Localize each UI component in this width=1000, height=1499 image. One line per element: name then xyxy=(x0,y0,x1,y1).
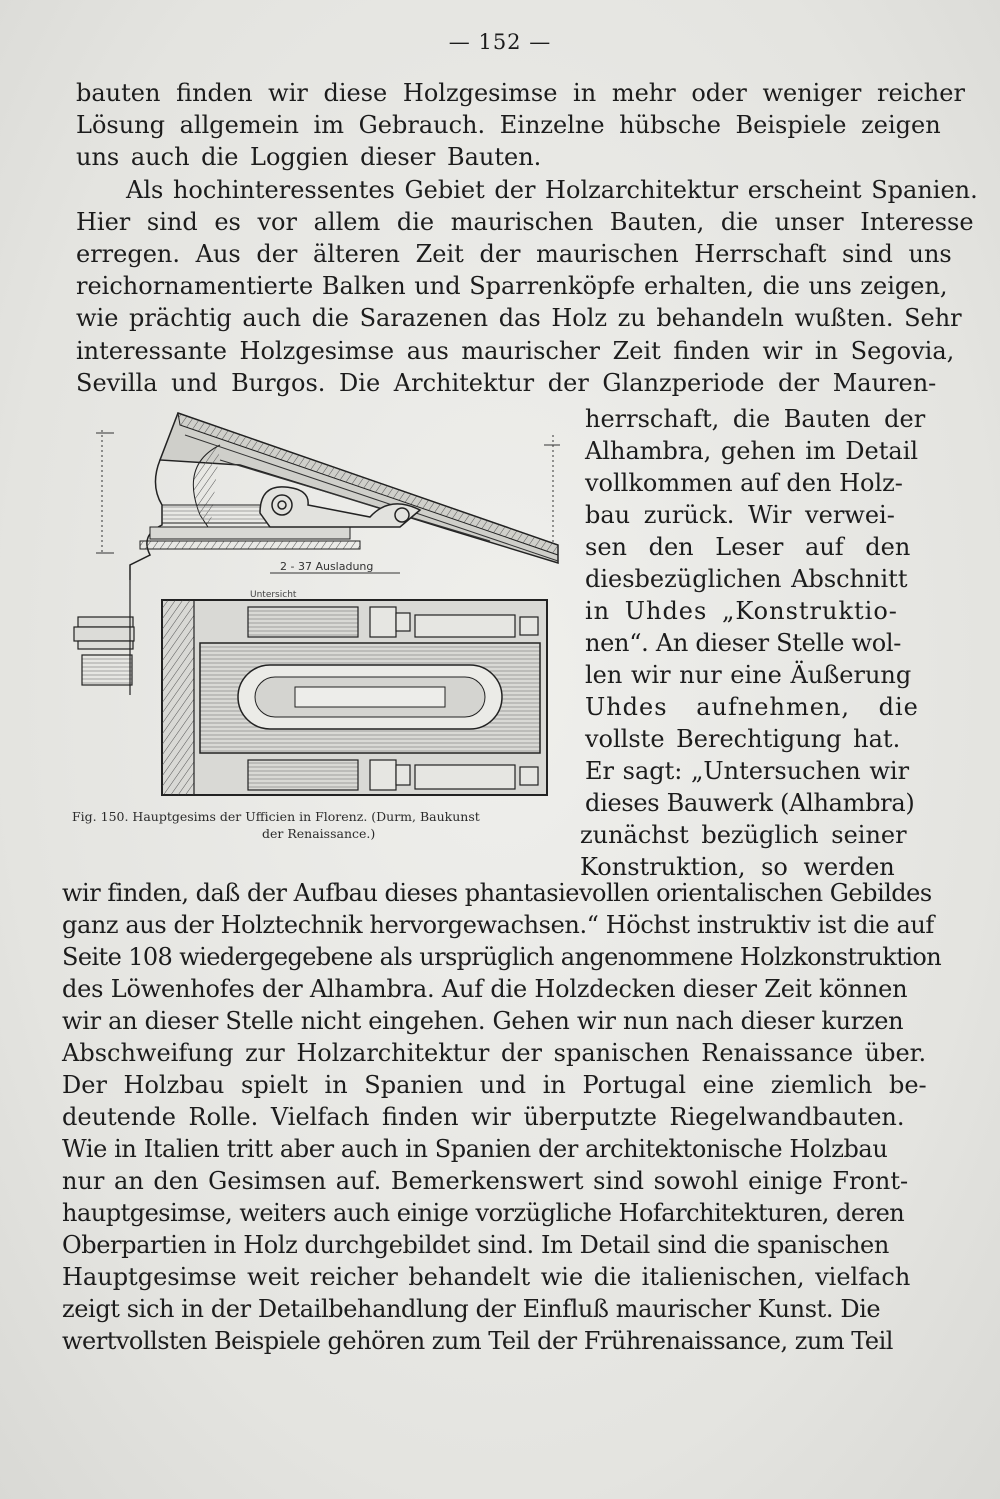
text-line: zeigt sich in der Detailbehandlung der Einfluß maurischer Kunst. Die xyxy=(62,1295,881,1323)
text-line: vollkommen auf den Holz- xyxy=(585,469,903,497)
text-line: wir an dieser Stelle nicht eingehen. Gehen wir nun nach dieser kurzen xyxy=(62,1007,904,1035)
text-line: Als hochinteressentes Gebiet der Holzarchitektur erscheint Spanien. xyxy=(126,176,978,204)
page-number: — 152 — xyxy=(448,30,552,54)
text-line: Hier sind es vor allem die maurischen Bauten, die unser Interesse xyxy=(76,208,974,236)
text-line: Alhambra, gehen im Detail xyxy=(585,437,919,465)
text-line: Der Holzbau spielt in Spanien und in Portugal eine ziemlich be- xyxy=(62,1071,927,1099)
text-line: Oberpartien in Holz durchgebildet sind. Im Detail sind die spanischen xyxy=(62,1231,889,1259)
text-line: erregen. Aus der älteren Zeit der maurischen Herrschaft sind uns xyxy=(76,240,952,268)
text-line: ganz aus der Holztechnik hervorgewachsen.“ Höchst instruktiv ist die auf xyxy=(62,911,934,939)
text-line: bauten finden wir diese Holzgesimse in mehr oder weniger reicher xyxy=(76,79,965,107)
text-line: diesbezüglichen Abschnitt xyxy=(585,565,908,593)
text-line: nen“. An dieser Stelle wol- xyxy=(585,629,902,657)
text-line: wie prächtig auch die Sarazenen das Holz zu behandeln wußten. Sehr xyxy=(76,304,962,332)
text-line: Wie in Italien tritt aber auch in Spanien der architektonische Holzbau xyxy=(62,1135,888,1163)
text-line: vollste Berechtigung hat. xyxy=(585,725,901,753)
text-line: Seite 108 wiedergegebene als ursprüglich angenommene Holzkonstruktion xyxy=(62,943,942,971)
text-line: Uhdes aufnehmen, die xyxy=(585,693,919,721)
text-line: in Uhdes „Konstruktio- xyxy=(585,597,898,625)
text-line: herrschaft, die Bauten der xyxy=(585,405,926,433)
text-line: hauptgesimse, weiters auch einige vorzügliche Hofarchitekturen, deren xyxy=(62,1199,905,1227)
text-line: len wir nur eine Äußerung xyxy=(585,661,912,689)
text-line: Konstruktion, so werden xyxy=(580,853,895,881)
text-line: bau zurück. Wir verwei- xyxy=(585,501,895,529)
text-line: reichornamentierte Balken und Sparrenköpfe erhalten, die uns zeigen, xyxy=(76,272,948,300)
text-line: Er sagt: „Untersuchen wir xyxy=(585,757,910,785)
text-line: wir finden, daß der Aufbau dieses phantasievollen orientalischen Gebildes xyxy=(62,879,932,907)
text-line: uns auch die Loggien dieser Bauten. xyxy=(76,143,542,171)
caption-line: der Renaissance.) xyxy=(262,826,376,841)
text-line: interessante Holzgesimse aus maurischer Zeit finden wir in Segovia, xyxy=(76,337,955,365)
text-line: deutende Rolle. Vielfach finden wir überputzte Riegelwandbauten. xyxy=(62,1103,905,1131)
text-line: Sevilla und Burgos. Die Architektur der Glanzperiode der Mauren- xyxy=(76,369,937,397)
text-line: zunächst bezüglich seiner xyxy=(580,821,907,849)
ausladung-label: 2 - 37 Ausladung xyxy=(280,560,374,573)
caption-line: Fig. 150. Hauptgesims der Ufficien in Florenz. (Durm, Baukunst xyxy=(72,809,480,824)
text-line: sen den Leser auf den xyxy=(585,533,911,561)
figure-caption xyxy=(72,808,562,842)
text-line: dieses Bauwerk (Alhambra) xyxy=(585,789,915,817)
text-line: des Löwenhofes der Alhambra. Auf die Holzdecken dieser Zeit können xyxy=(62,975,908,1003)
text-line: nur an den Gesimsen auf. Bemerkenswert sind sowohl einige Front- xyxy=(62,1167,909,1195)
text-line: Abschweifung zur Holzarchitektur der spanischen Renaissance über. xyxy=(62,1039,927,1067)
cornice-figure xyxy=(70,405,560,805)
untersicht-label: Untersicht xyxy=(250,590,297,600)
text-line: wertvollsten Beispiele gehören zum Teil der Frührenaissance, zum Teil xyxy=(62,1327,893,1355)
text-line: Lösung allgemein im Gebrauch. Einzelne hübsche Beispiele zeigen xyxy=(76,111,941,139)
text-line: Hauptgesimse weit reicher behandelt wie die italienischen, vielfach xyxy=(62,1263,911,1291)
